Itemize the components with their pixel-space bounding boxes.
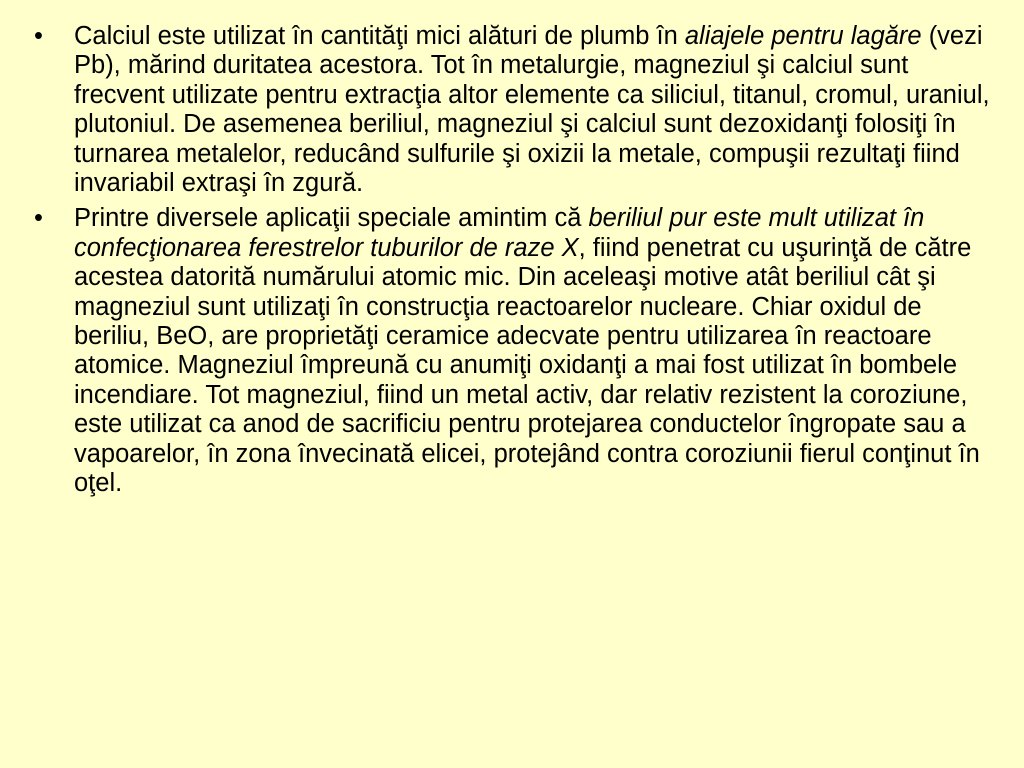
text-segment: Printre diversele aplicaţii speciale amintim că — [74, 204, 589, 233]
bullet-list — [34, 22, 994, 499]
bullet-dot-icon: • — [34, 22, 43, 50]
bullet-dot-icon: • — [34, 204, 43, 233]
italic-term-beryllium-xray-windows: beriliul pur este mult utilizat în confecţionarea ferestrelor tuburilor de raze X — [74, 204, 925, 262]
bullet-item-calcium — [34, 22, 994, 198]
text-segment: Calciul este utilizat în cantităţi mici alături de plumb în — [74, 22, 685, 50]
text-segment: (vezi Pb), mărind duritatea acestora. Tot în metalurgie, magneziul şi calciul sunt frecvent utilizate pentru extracţia altor elemente ca siliciul, titanul, cromul, uraniul, plutoniul. De asemenea beriliul, magneziul şi calciul sunt dezoxidanţi folosiţi în turnarea metalelor, reducând sulfurile şi oxizii la metale, compuşii rezultaţi fiind invariabil extraşi în zgură. — [74, 22, 990, 198]
italic-term-bearing-alloys: aliajele pentru lagăre — [684, 22, 922, 50]
text-segment: , fiind penetrat cu uşurinţă de către acestea datorită numărului atomic mic. Din aceleaşi motive atât beriliul cât şi magneziul sunt utilizaţi în construcţia reactoarelor nucleare. Chiar oxidul de beriliu, BeO, are proprietăţi ceramice adecvate pentru utilizarea în reactoare atomice. Magneziul împreună cu anumiţi oxidanţi a mai fost utilizat în bombele incendiare. Tot magneziul, fiind un metal activ, dar relativ rezistent la coroziune, este utilizat ca anod de sacrificiu pentru protejarea conductelor îngropate sau a vapoarelor, în zona învecinată elicei, protejând contra coroziunii fierul conţinut în oţel. — [74, 233, 980, 498]
bullet-item-special-applications — [34, 204, 994, 498]
